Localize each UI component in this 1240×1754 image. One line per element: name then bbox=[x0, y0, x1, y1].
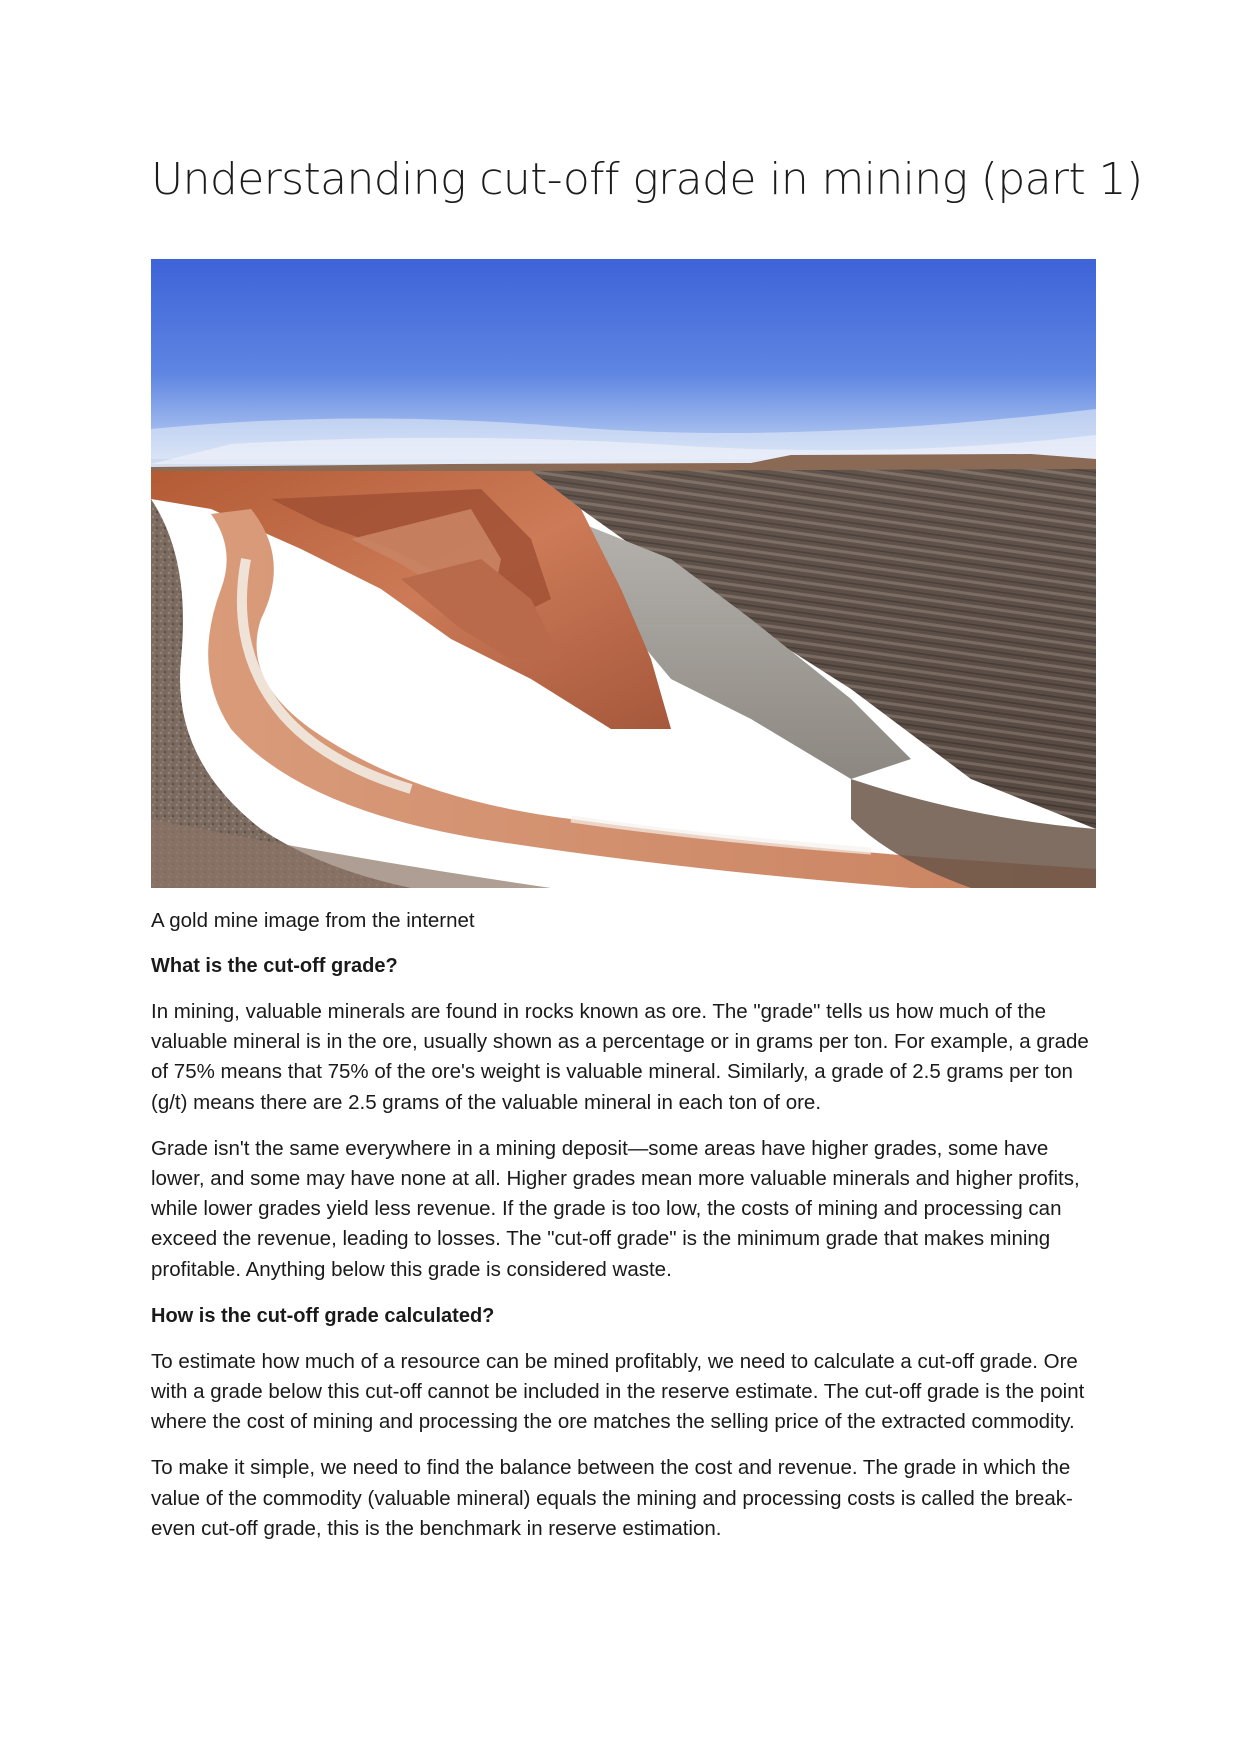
paragraph: Grade isn't the same everywhere in a mining deposit—some areas have higher grades, some have lower, and some may have none at all. Higher grades mean more valuable minerals and higher profits, while lower grades yield less revenue. If the grade is too low, the costs of mining and processing can exceed the revenue, leading to losses. The "cut-off grade" is the minimum grade that makes mining profitable. Anything below this grade is considered waste. bbox=[151, 1136, 1080, 1281]
section-heading: How is the cut-off grade calculated? bbox=[151, 1304, 495, 1327]
paragraph: To estimate how much of a resource can be mined profitably, we need to calculate a cut-off grade. Ore with a grade below this cut-off cannot be included in the reserve estimate. The cut-off grade is the point where the cost of mining and processing the ore matches the selling price of the extracted commodity. bbox=[151, 1349, 1085, 1434]
page-title: Understanding cut-off grade in mining (part 1) bbox=[151, 154, 1143, 205]
article-body bbox=[151, 906, 1096, 1560]
section-heading: What is the cut-off grade? bbox=[151, 955, 398, 977]
gold-mine-image bbox=[151, 259, 1096, 888]
paragraph: In mining, valuable minerals are found in rocks known as ore. The "grade" tells us how much of the valuable mineral is in the ore, usually shown as a percentage or in grams per ton. For example, a grade of 75% means that 75% of the ore's weight is valuable mineral. Similarly, a grade of 2.5 grams per ton (g/t) means there are 2.5 grams of the valuable mineral in each ton of ore. bbox=[151, 1000, 1089, 1114]
image-caption: A gold mine image from the internet bbox=[151, 909, 475, 932]
paragraph: To make it simple, we need to find the balance between the cost and revenue. The grade in which the value of the commodity (valuable mineral) equals the mining and processing costs is called the break-even cut-off grade, this is the benchmark in reserve estimation. bbox=[151, 1456, 1073, 1540]
